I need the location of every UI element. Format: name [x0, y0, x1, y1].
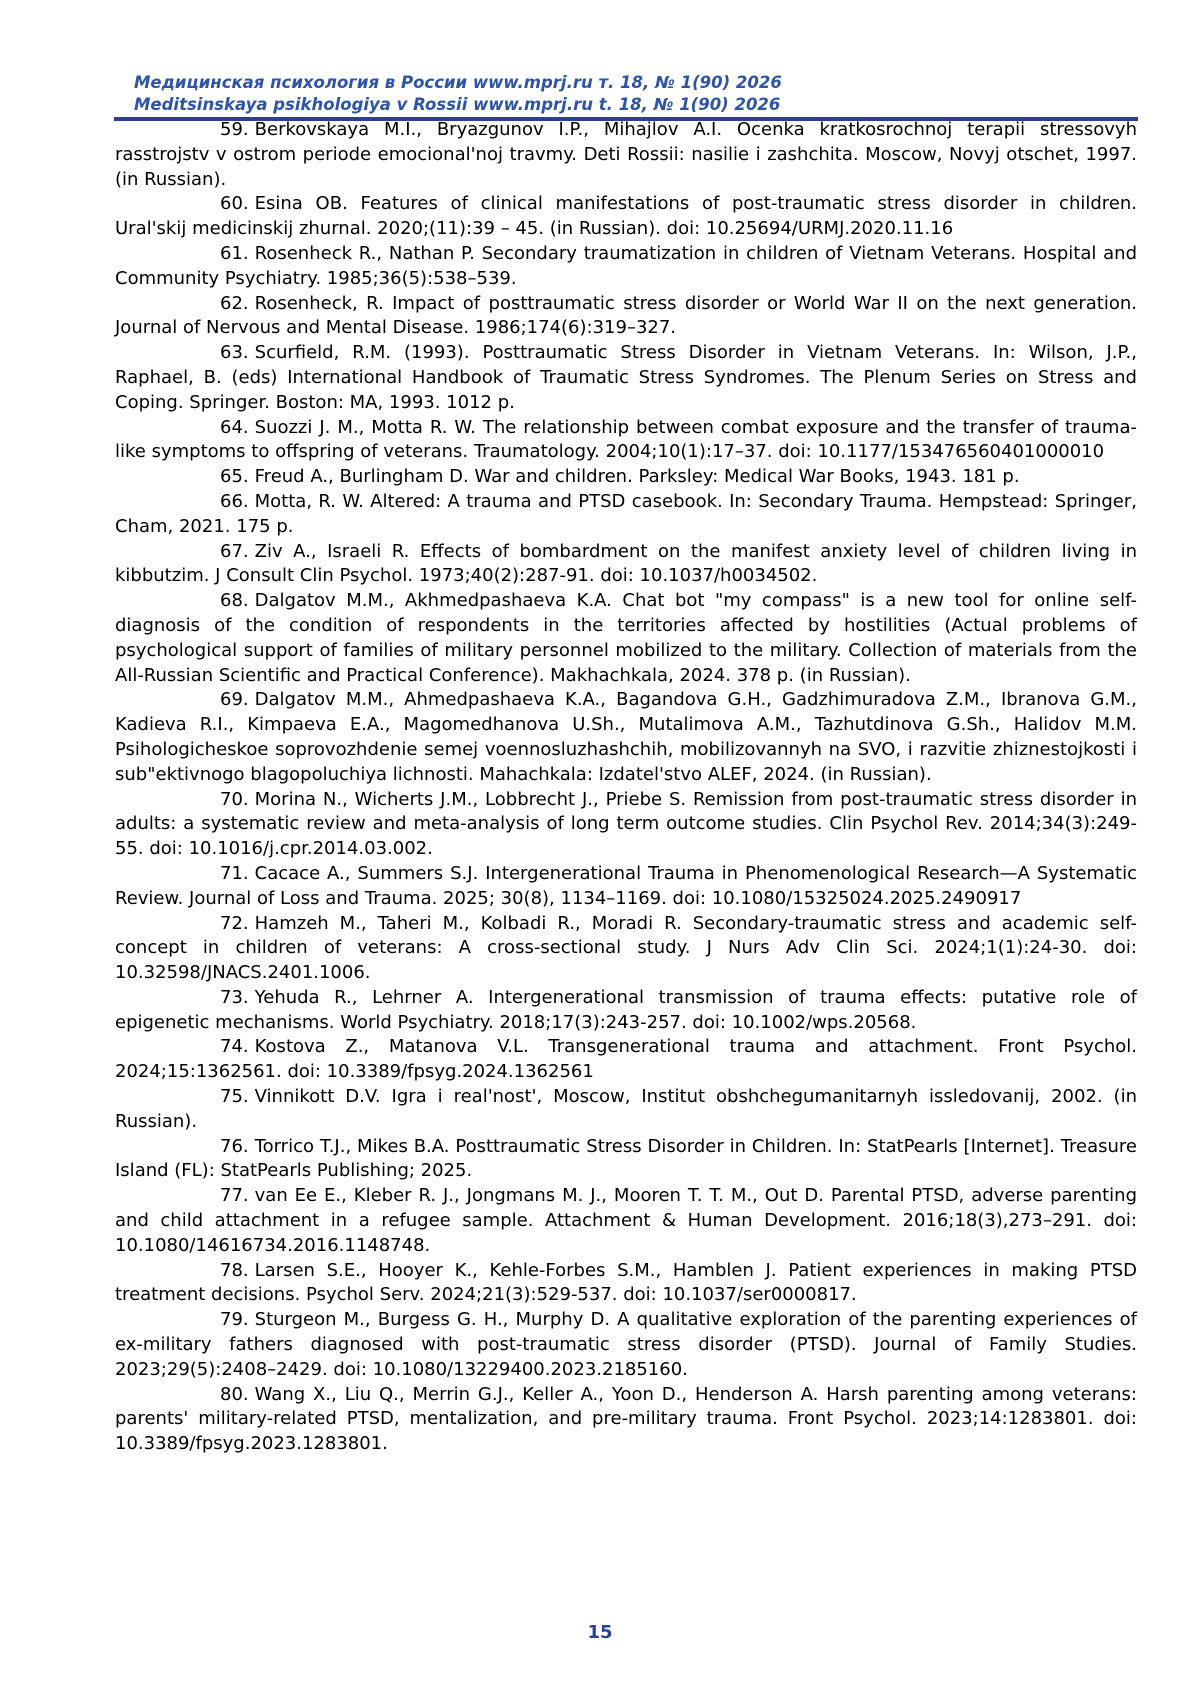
reference-number: 63.	[220, 342, 249, 364]
reference-number: 69.	[220, 689, 249, 711]
reference-text: Larsen S.E., Hooyer K., Kehle-Forbes S.M., Hamblen J. Patient experiences in making PTSD treatment decisions. Psychol Serv. 2024;21(3):529-537. doi: 10.1037/ser0000817.	[115, 1259, 1137, 1306]
reference-text: Dalgatov M.M., Ahmedpashaeva K.A., Bagandova G.H., Gadzhimuradova Z.M., Ibranova G.M., Kadieva R.I., Kimpaeva E.A., Magomedhanova U.Sh., Mutalimova A.M., Tazhutdinova G.Sh., Halidov M.M. Psihologicheskoe soprovozhdenie semej voennosluzhashchih, mobilizovannyh na SVO, i razvitie zhiznestojkosti i sub"ektivnogo blagopoluchiya lichnosti. Mahachkala: Izdatel'stvo ALEF, 2024. (in Russian).	[115, 689, 1137, 785]
reference-number: 73.	[220, 986, 249, 1008]
reference-text: Berkovskaya M.I., Bryazgunov I.P., Mihajlov A.I. Ocenka kratkosrochnoj terapii stressovyh rasstrojstv v ostrom periode emocional'noj travmy. Deti Rossii: nasilie i zashchita. Moscow, Novyj otschet, 1997. (in Russian).	[115, 119, 1137, 190]
reference-item	[115, 192, 1137, 242]
reference-number: 70.	[220, 788, 249, 810]
reference-number: 67.	[220, 540, 249, 562]
page-number: 15	[587, 1622, 613, 1643]
reference-number: 72.	[220, 912, 249, 934]
reference-text: Wang X., Liu Q., Merrin G.J., Keller A., Yoon D., Henderson A. Harsh parenting among veterans: parents' military-related PTSD, mentalization, and pre-military trauma. Front Psychol. 2023;14:1283801. doi: 10.3389/fpsyg.2023.1283801.	[115, 1383, 1137, 1455]
reference-item	[115, 1308, 1137, 1382]
reference-item	[115, 540, 1137, 590]
reference-item	[115, 589, 1137, 688]
reference-number: 79.	[220, 1309, 249, 1331]
reference-item	[115, 1383, 1137, 1457]
reference-item	[115, 688, 1137, 787]
reference-number: 59.	[220, 119, 249, 140]
reference-item	[115, 1135, 1137, 1185]
reference-text: Morina N., Wicherts J.M., Lobbrecht J., Priebe S. Remission from post-traumatic stress disorder in adults: a systematic review and meta-analysis of long term outcome studies. Clin Psychol Rev. 2014;34(3):249-55. doi: 10.1016/j.cpr.2014.03.002.	[115, 788, 1137, 860]
reference-number: 68.	[220, 590, 249, 612]
reference-number: 65.	[220, 466, 249, 488]
reference-text: Suozzi J. M., Motta R. W. The relationship between combat exposure and the transfer of trauma-like symptoms to offspring of veterans. Traumatology. 2004;10(1):17–37. doi: 10.1177/153476560401000010	[115, 416, 1137, 463]
reference-text: Motta, R. W. Altered: A trauma and PTSD casebook. In: Secondary Trauma. Hempstead: Springer, Cham, 2021. 175 p.	[115, 490, 1137, 537]
reference-item	[115, 341, 1137, 415]
reference-text: Hamzeh M., Taheri M., Kolbadi R., Moradi R. Secondary-traumatic stress and academic self-concept in children of veterans: A cross-sectional study. J Nurs Adv Clin Sci. 2024;1(1):24-30. doi: 10.32598/JNACS.2401.1006.	[115, 912, 1137, 984]
reference-text: Esina OB. Features of clinical manifestations of post-traumatic stress disorder in children. Ural'skij medicinskij zhurnal. 2020;(11):39 – 45. (in Russian). doi: 10.25694/URMJ.2020.11.16	[115, 193, 1137, 240]
reference-number: 61.	[220, 242, 249, 264]
reference-item	[115, 416, 1137, 466]
running-header	[134, 72, 1074, 116]
reference-item	[115, 788, 1137, 862]
reference-text: Ziv A., Israeli R. Effects of bombardment on the manifest anxiety level of children living in kibbutzim. J Consult Clin Psychol. 1973;40(2):287-91. doi: 10.1037/h0034502.	[115, 540, 1137, 587]
reference-text: Freud A., Burlingham D. War and children. Parksley: Medical War Books, 1943. 181 p.	[254, 466, 1020, 488]
reference-item	[115, 862, 1137, 912]
reference-text: Kostova Z., Matanova V.L. Transgenerational trauma and attachment. Front Psychol. 2024;15:1362561. doi: 10.3389/fpsyg.2024.1362561	[115, 1036, 1137, 1083]
reference-item	[115, 118, 1137, 192]
reference-item	[115, 986, 1137, 1036]
reference-list	[115, 118, 1137, 1457]
reference-text: Rosenheck, R. Impact of posttraumatic stress disorder or World War II on the next generation. Journal of Nervous and Mental Disease. 1986;174(6):319–327.	[115, 292, 1137, 339]
reference-number: 60.	[220, 193, 249, 215]
reference-item	[115, 465, 1137, 490]
reference-number: 74.	[220, 1036, 249, 1058]
reference-text: Cacace A., Summers S.J. Intergenerational Trauma in Phenomenological Research—A Systematic Review. Journal of Loss and Trauma. 2025; 30(8), 1134–1169. doi: 10.1080/15325024.2025.2490917	[115, 862, 1137, 909]
reference-text: Torrico T.J., Mikes B.A. Posttraumatic Stress Disorder in Children. In: StatPearls [Internet]. Treasure Island (FL): StatPearls Publishing; 2025.	[115, 1135, 1137, 1182]
reference-number: 77.	[220, 1185, 249, 1207]
reference-text: Sturgeon M., Burgess G. H., Murphy D. A qualitative exploration of the parenting experiences of ex-military fathers diagnosed with post-traumatic stress disorder (PTSD). Journal of Family Studies. 2023;29(5):2408–2429. doi: 10.1080/13229400.2023.2185160.	[115, 1309, 1137, 1380]
reference-item	[115, 912, 1137, 986]
reference-number: 75.	[220, 1086, 249, 1108]
reference-text: Rosenheck R., Nathan P. Secondary traumatization in children of Vietnam Veterans. Hospital and Community Psychiatry. 1985;36(5):538–539.	[115, 242, 1137, 289]
reference-text: van Ee E., Kleber R. J., Jongmans M. J., Mooren T. T. M., Out D. Parental PTSD, adverse parenting and child attachment in a refugee sample. Attachment & Human Development. 2016;18(3),273–291. doi: 10.1080/14616734.2016.1148748.	[115, 1185, 1137, 1256]
reference-text: Vinnikott D.V. Igra i real'nost', Moscow, Institut obshchegumanitarnyh issledovanij, 2002. (in Russian).	[115, 1086, 1137, 1132]
reference-item	[115, 490, 1137, 540]
reference-item	[115, 1259, 1137, 1309]
reference-number: 66.	[220, 490, 249, 512]
reference-number: 64.	[220, 416, 249, 438]
journal-title-transliterated: Meditsinskaya psikhologiya v Rossii www.mprj.ru t. 18, № 1(90) 2026	[134, 95, 781, 114]
reference-text: Yehuda R., Lehrner A. Intergenerational transmission of trauma effects: putative role of epigenetic mechanisms. World Psychiatry. 2018;17(3):243-257. doi: 10.1002/wps.20568.	[115, 986, 1137, 1033]
reference-item	[115, 1184, 1137, 1258]
reference-text: Scurfield, R.M. (1993). Posttraumatic Stress Disorder in Vietnam Veterans. In: Wilson, J.P., Raphael, B. (eds) International Handbook of Traumatic Stress Syndromes. The Plenum Series on Stress and Coping. Springer. Boston: MA, 1993. 1012 p.	[115, 342, 1137, 413]
reference-item	[115, 292, 1137, 342]
reference-number: 76.	[220, 1135, 249, 1157]
reference-number: 80.	[220, 1383, 249, 1405]
reference-number: 62.	[220, 292, 249, 314]
journal-title-russian: Медицинская психология в России www.mprj.ru т. 18, № 1(90) 2026	[134, 73, 782, 92]
reference-item	[115, 1085, 1137, 1135]
reference-text: Dalgatov M.M., Akhmedpashaeva K.A. Chat bot "my compass" is a new tool for online self-diagnosis of the condition of respondents in the territories affected by hostilities (Actual problems of psychological support of families of military personnel mobilized to the military. Collection of materials from the All-Russian Scientific and Practical Conference). Makhachkala, 2024. 378 p. (in Russian).	[115, 590, 1137, 686]
reference-number: 71.	[220, 862, 249, 884]
reference-number: 78.	[220, 1259, 249, 1281]
reference-item	[115, 242, 1137, 292]
reference-item	[115, 1035, 1137, 1085]
